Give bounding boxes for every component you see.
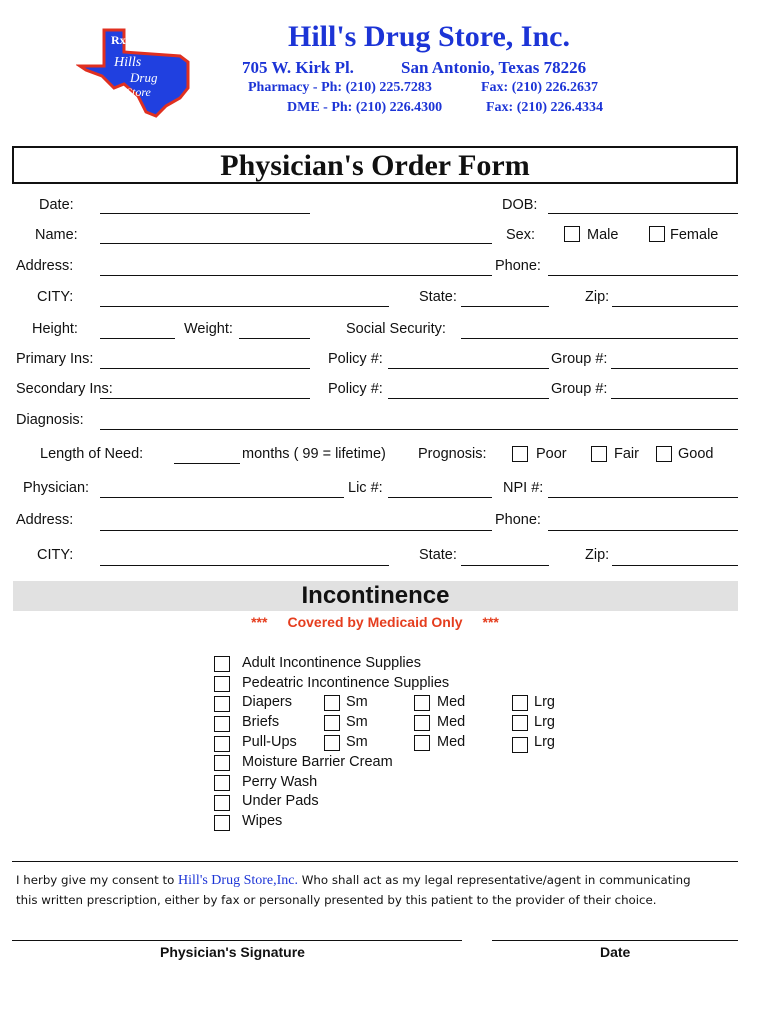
secondary-ins-label: Secondary Ins: [16, 381, 113, 397]
consent-part1: I herby give my consent to [16, 873, 175, 887]
lic-label: Lic #: [348, 480, 383, 496]
diapers-lrg-checkbox[interactable] [512, 695, 528, 711]
physician-zip-field[interactable] [612, 565, 738, 566]
zip-label: Zip: [585, 289, 610, 305]
phone-field[interactable] [548, 275, 738, 276]
physician-address-label: Address: [16, 512, 74, 528]
medicaid-note-text: Covered by Medicaid Only [287, 614, 463, 630]
adult-supplies-checkbox[interactable] [214, 656, 230, 672]
physician-signature-label: Physician's Signature [160, 944, 305, 960]
briefs-med-checkbox[interactable] [414, 715, 430, 731]
secondary-ins-field[interactable] [100, 398, 310, 399]
pullups-sm-label: Sm [346, 734, 368, 750]
primary-policy-field[interactable] [388, 368, 549, 369]
diapers-sm-label: Sm [346, 694, 368, 710]
briefs-med-label: Med [437, 714, 466, 730]
prognosis-label: Prognosis: [418, 446, 487, 462]
company-logo [76, 26, 206, 118]
prognosis-good-checkbox[interactable] [656, 446, 672, 462]
signature-date-label: Date [600, 944, 631, 960]
state-field[interactable] [461, 306, 549, 307]
form-title-box [12, 146, 738, 184]
secondary-policy-label: Policy #: [328, 381, 383, 397]
address-field[interactable] [100, 275, 492, 276]
under-pads-label: Under Pads [242, 793, 319, 809]
height-field[interactable] [100, 338, 175, 339]
name-field[interactable] [100, 243, 492, 244]
diagnosis-label: Diagnosis: [16, 412, 84, 428]
primary-group-field[interactable] [611, 368, 738, 369]
perry-wash-label: Perry Wash [242, 774, 318, 790]
consent-divider [12, 861, 738, 862]
physician-zip-label: Zip: [585, 547, 610, 563]
months-label: months ( 99 = lifetime) [242, 446, 386, 462]
briefs-sm-label: Sm [346, 714, 368, 730]
prognosis-poor-label: Poor [536, 446, 567, 462]
npi-label: NPI #: [503, 480, 544, 496]
incontinence-title: Incontinence [301, 582, 450, 609]
dme-phone: DME - Ph: (210) 226.4300 [287, 100, 443, 115]
physician-phone-field[interactable] [548, 530, 738, 531]
svg-text:Drug: Drug [130, 70, 158, 85]
physician-field[interactable] [100, 497, 344, 498]
physician-city-field[interactable] [100, 565, 389, 566]
dob-label: DOB: [502, 197, 538, 213]
pediatric-supplies-checkbox[interactable] [214, 676, 230, 692]
date-field[interactable] [100, 213, 310, 214]
diapers-med-checkbox[interactable] [414, 695, 430, 711]
under-pads-checkbox[interactable] [214, 795, 230, 811]
company-name: Hill's Drug Store, Inc. [288, 20, 570, 53]
prognosis-poor-checkbox[interactable] [512, 446, 528, 462]
secondary-group-label: Group #: [551, 381, 608, 397]
briefs-checkbox[interactable] [214, 716, 230, 732]
physician-address-field[interactable] [100, 530, 492, 531]
perry-wash-checkbox[interactable] [214, 775, 230, 791]
ssn-label: Social Security: [346, 321, 446, 337]
diapers-sm-checkbox[interactable] [324, 695, 340, 711]
svg-text:Rx: Rx [111, 33, 126, 47]
form-title: Physician's Order Form [220, 149, 530, 182]
secondary-policy-field[interactable] [388, 398, 549, 399]
wipes-label: Wipes [242, 813, 283, 829]
weight-field[interactable] [239, 338, 310, 339]
note-stars-left: *** [251, 614, 268, 630]
name-label: Name: [35, 227, 78, 243]
physician-city-label: CITY: [37, 547, 74, 563]
zip-field[interactable] [612, 306, 738, 307]
svg-text:Hills: Hills [114, 55, 142, 70]
male-checkbox[interactable] [564, 226, 580, 242]
city-field[interactable] [100, 306, 389, 307]
signature-date-field[interactable] [492, 940, 738, 941]
diapers-checkbox[interactable] [214, 696, 230, 712]
length-of-need-label: Length of Need: [40, 446, 144, 462]
incontinence-section-header [13, 581, 738, 611]
adult-supplies-label: Adult Incontinence Supplies [242, 655, 421, 671]
consent-part2: Who shall act as my legal representative/agent in communicating [301, 873, 691, 887]
svg-text:Store: Store [126, 85, 151, 99]
moisture-cream-label: Moisture Barrier Cream [242, 754, 393, 770]
weight-label: Weight: [184, 321, 233, 337]
pharmacy-fax: Fax: (210) 226.2637 [481, 80, 599, 95]
briefs-label: Briefs [242, 714, 280, 730]
pullups-checkbox[interactable] [214, 736, 230, 752]
briefs-lrg-label: Lrg [534, 714, 555, 730]
prognosis-fair-checkbox[interactable] [591, 446, 607, 462]
male-label: Male [587, 227, 619, 243]
moisture-cream-checkbox[interactable] [214, 755, 230, 771]
primary-ins-field[interactable] [100, 368, 310, 369]
note-stars-right: *** [482, 614, 499, 630]
physician-state-field[interactable] [461, 565, 549, 566]
npi-field[interactable] [548, 497, 738, 498]
wipes-checkbox[interactable] [214, 815, 230, 831]
pullups-med-label: Med [437, 734, 466, 750]
medicaid-note [0, 614, 750, 630]
physician-label: Physician: [23, 480, 90, 496]
briefs-lrg-checkbox[interactable] [512, 715, 528, 731]
height-label: Height: [32, 321, 78, 337]
physician-phone-label: Phone: [495, 512, 541, 528]
consent-line-2: this written prescription, either by fax or personally presented by this patient to the provider of their choice. [16, 893, 657, 907]
prognosis-fair-label: Fair [614, 446, 639, 462]
state-label: State: [419, 289, 457, 305]
pediatric-supplies-label: Pedeatric Incontinence Supplies [242, 675, 450, 691]
primary-policy-label: Policy #: [328, 351, 383, 367]
briefs-sm-checkbox[interactable] [324, 715, 340, 731]
length-of-need-field[interactable] [174, 463, 240, 464]
secondary-group-field[interactable] [611, 398, 738, 399]
diapers-lrg-label: Lrg [534, 694, 555, 710]
pharmacy-phone: Pharmacy - Ph: (210) 225.7283 [248, 80, 432, 95]
sex-label: Sex: [506, 227, 536, 243]
phone-label: Phone: [495, 258, 541, 274]
company-city-state-zip: San Antonio, Texas 78226 [401, 58, 587, 77]
pullups-sm-checkbox[interactable] [324, 735, 340, 751]
pullups-lrg-label: Lrg [534, 734, 555, 750]
texas-map-icon [76, 26, 206, 118]
company-address: 705 W. Kirk Pl. [242, 58, 354, 77]
ssn-field[interactable] [461, 338, 738, 339]
city-label: CITY: [37, 289, 74, 305]
address-label: Address: [16, 258, 74, 274]
primary-ins-label: Primary Ins: [16, 351, 94, 367]
consent-company: Hill's Drug Store,Inc. [178, 873, 298, 888]
pullups-label: Pull-Ups [242, 734, 297, 750]
physician-state-label: State: [419, 547, 457, 563]
pullups-med-checkbox[interactable] [414, 735, 430, 751]
female-label: Female [670, 227, 719, 243]
diagnosis-field[interactable] [100, 429, 738, 430]
consent-line-1 [16, 873, 691, 889]
pullups-lrg-checkbox[interactable] [512, 737, 528, 753]
diapers-label: Diapers [242, 694, 292, 710]
dme-fax: Fax: (210) 226.4334 [486, 100, 604, 115]
dob-field[interactable] [548, 213, 738, 214]
physician-signature-field[interactable] [12, 940, 462, 941]
prognosis-good-label: Good [678, 446, 714, 462]
female-checkbox[interactable] [649, 226, 665, 242]
date-label: Date: [39, 197, 74, 213]
primary-group-label: Group #: [551, 351, 608, 367]
lic-field[interactable] [388, 497, 492, 498]
diapers-med-label: Med [437, 694, 466, 710]
